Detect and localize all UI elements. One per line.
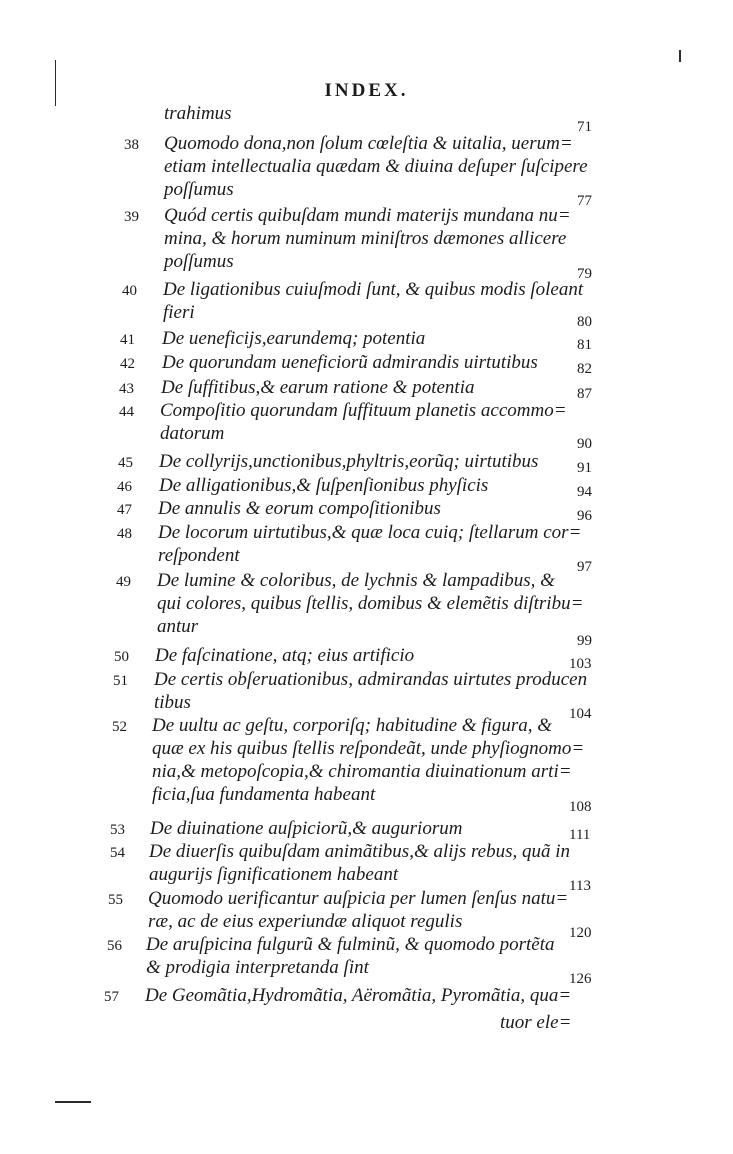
entry-number: 46 <box>117 479 132 495</box>
entry-page-number: 79 <box>577 266 592 282</box>
entry-title-line: De diuinatione auſpiciorũ,& auguriorum <box>150 818 463 839</box>
entry-number: 52 <box>112 719 127 735</box>
entry-title-line: De collyrijs,unctionibus,phyltris,eorũq; uirtutibus <box>159 451 539 472</box>
entry-title-continuation: reſpondent <box>158 545 240 566</box>
entry-title-continuation: tibus <box>154 692 191 713</box>
entry-title-continuation: datorum <box>160 423 225 444</box>
entry-title-line: Quomodo dona,non ſolum cœleſtia & uitalia, uerum= <box>164 133 573 154</box>
entry-title-continuation: nia,& metopoſcopia,& chiromantia diuinationum arti= <box>152 761 572 782</box>
entry-number: 38 <box>124 137 139 153</box>
entry-page-number: 81 <box>577 337 592 353</box>
entry-title-line: De quorundam ueneficiorũ admirandis uirtutibus <box>162 352 538 373</box>
entry-title-line: De lumine & coloribus, de lychnis & lampadibus, & <box>157 570 555 591</box>
entry-title-continuation: tuor ele= <box>500 1012 572 1033</box>
entry-title-line: De certis obſeruationibus, admirandas uirtutes producen <box>154 669 588 690</box>
entry-page-number: 126 <box>569 971 592 987</box>
entry-title-line: De alligationibus,& ſuſpenſionibus phyſicis <box>159 475 489 496</box>
entry-number: 44 <box>119 404 134 420</box>
scan-mark-top-right <box>679 50 681 62</box>
entry-title-continuation: fieri <box>163 302 195 323</box>
entry-title-continuation: augurijs ſignificationem habeant <box>149 864 399 885</box>
entry-page-number: 113 <box>569 878 591 894</box>
entry-page-number: 103 <box>569 656 592 672</box>
entry-title-continuation: & prodigia interpretanda ſint <box>146 957 369 978</box>
entry-number: 42 <box>120 356 135 372</box>
entry-page-number: 108 <box>569 799 592 815</box>
entry-title-continuation: qui colores, quibus ſtellis, domibus & elemẽtis diſtribu= <box>157 593 584 614</box>
entry-title-continuation: ræ, ac de eius experiundæ aliquot regulis <box>148 911 463 932</box>
entry-page-number: 77 <box>577 193 592 209</box>
entry-page-number: 71 <box>577 119 592 135</box>
entry-page-number: 99 <box>577 633 592 649</box>
entry-page-number: 97 <box>577 559 592 575</box>
entry-title-continuation: poſſumus <box>164 179 234 200</box>
entry-number: 55 <box>108 892 123 908</box>
entry-number: 43 <box>119 381 134 397</box>
entry-number: 39 <box>124 209 139 225</box>
entry-page-number: 87 <box>577 386 592 402</box>
scan-mark-bottom-left <box>55 1101 91 1103</box>
entry-title-line: De uultu ac geſtu, corporiſq; habitudine & figura, & <box>152 715 553 736</box>
entry-title-line: De faſcinatione, atq; eius artificio <box>155 645 415 666</box>
entry-title-line: trahimus <box>164 103 232 124</box>
entry-number: 54 <box>110 845 125 861</box>
entry-number: 49 <box>116 574 131 590</box>
entry-title-line: De aruſpicina fulgurũ & fulminũ, & quomodo portẽta <box>146 934 555 955</box>
entry-page-number: 120 <box>569 925 592 941</box>
entry-title-line: Quomodo uerificantur auſpicia per lumen ſenſus natu= <box>148 888 569 909</box>
entry-page-number: 111 <box>569 827 591 843</box>
entry-title-continuation: antur <box>157 616 199 637</box>
entry-number: 41 <box>120 332 135 348</box>
entry-page-number: 94 <box>577 484 592 500</box>
entry-title-continuation: quæ ex his quibus ſtellis reſpondeãt, unde phyſiognomo= <box>152 738 585 759</box>
entry-title-line: De annulis & eorum compoſitionibus <box>158 498 441 519</box>
entry-title-line: De Geomãtia,Hydromãtia, Aëromãtia, Pyromãtia, qua= <box>145 985 572 1006</box>
entry-title-line: De locorum uirtutibus,& quæ loca cuiq; ſtellarum cor= <box>158 522 582 543</box>
entry-title-line: Quód certis quibuſdam mundi materijs mundana nu= <box>164 205 571 226</box>
entry-page-number: 104 <box>569 706 592 722</box>
entry-title-continuation: poſſumus <box>164 251 234 272</box>
entry-page-number: 96 <box>577 508 592 524</box>
entry-number: 56 <box>107 938 122 954</box>
entry-page-number: 80 <box>577 314 592 330</box>
entry-number: 57 <box>104 989 119 1005</box>
entry-number: 53 <box>110 822 125 838</box>
entry-number: 40 <box>122 283 137 299</box>
entry-title-line: Compoſitio quorundam ſuffituum planetis accommo= <box>160 400 567 421</box>
entry-title-line: De ſuffitibus,& earum ratione & potentia <box>161 377 475 398</box>
entry-title-line: De ligationibus cuiuſmodi ſunt, & quibus modis ſoleant <box>163 279 584 300</box>
entry-page-number: 82 <box>577 361 592 377</box>
entry-title-continuation: ficia,ſua fundamenta habeant <box>152 784 376 805</box>
entry-number: 48 <box>117 526 132 542</box>
entry-title-line: De diuerſis quibuſdam animãtibus,& alijs rebus, quã in <box>149 841 570 862</box>
entry-title-continuation: mina, & horum numinum miniſtros dæmones allicere <box>164 228 567 249</box>
entry-number: 45 <box>118 455 133 471</box>
entry-page-number: 91 <box>577 460 592 476</box>
entry-page-number: 90 <box>577 436 592 452</box>
entry-number: 50 <box>114 649 129 665</box>
entry-title-continuation: etiam intellectualia quædam & diuina deſuper ſuſcipere <box>164 156 588 177</box>
page-header: INDEX. <box>324 80 409 101</box>
entry-number: 47 <box>117 502 132 518</box>
entry-number: 51 <box>113 673 128 689</box>
entry-title-line: De ueneficijs,earundemq; potentia <box>162 328 426 349</box>
